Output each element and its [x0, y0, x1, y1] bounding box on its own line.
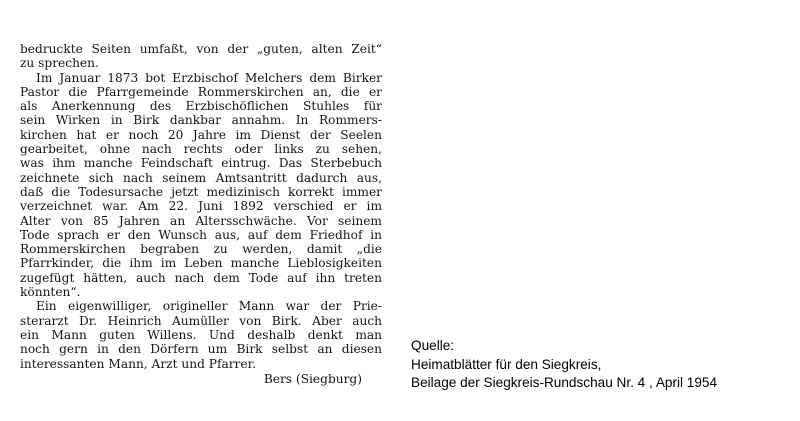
article-line: Ein eigenwilliger, origineller Mann war der Prie-: [36, 299, 382, 314]
source-label: Quelle:: [411, 338, 455, 353]
article-line: Im Januar 1873 bot Erzbischof Melchers dem Birker: [36, 70, 382, 85]
article-line: sterarzt Dr. Heinrich Aumüller von Birk. Aber auch: [20, 313, 382, 328]
article-line: Pastor die Pfarrgemeinde Rommerskirchen an, die er: [20, 84, 382, 99]
article-line: interessanten Mann, Arzt und Pfarrer.: [20, 356, 256, 371]
article-line: zu sprechen.: [20, 56, 99, 71]
article-line: noch gern in den Dörfern um Birk selbst an diesen: [20, 342, 382, 357]
source-publication: Heimatblätter für den Siegkreis,: [411, 356, 602, 372]
article-line: ein Mann guten Willens. Und deshalb denkt man: [20, 327, 382, 342]
article-line: Tode sprach er den Wunsch aus, auf dem Friedhof in: [20, 227, 382, 242]
article-line: was ihm manche Feindschaft eintrug. Das Sterbebuch: [20, 156, 382, 171]
article-line: könnten“.: [20, 285, 81, 300]
article-line: kirchen hat er noch 20 Jahre im Dienst der Seelen: [20, 127, 382, 142]
article-line: sein Wirken in Birk dankbar annahm. In Rommers-: [20, 113, 382, 128]
article-line: bedruckte Seiten umfaßt, von der „guten, alten Zeit“: [20, 42, 382, 56]
article-line: zugefügt hätten, auch nach dem Tode auf ihn treten: [20, 270, 382, 285]
article-line: zeichnete sich nach seinem Amtsantritt dadurch aus,: [20, 170, 382, 185]
article-line: Rommerskirchen begraben zu werden, damit „die: [20, 242, 382, 257]
article-line: Pfarrkinder, die ihm im Leben manche Lieblosigkeiten: [20, 256, 382, 271]
article-line: als Anerkennung des Erzbischöflichen Stuhles für: [20, 99, 382, 114]
article-line: Alter von 85 Jahren an Altersschwäche. Vor seinem: [20, 213, 382, 228]
source-supplement: Beilage der Siegkreis-Rundschau Nr. 4 , April 1954: [411, 375, 718, 390]
article-line: daß die Todesursache jetzt medizinisch korrekt immer: [20, 184, 382, 199]
article-text: [20, 42, 382, 371]
article-line: gearbeitet, ohne nach rechts oder links zu sehen,: [20, 142, 382, 157]
article-line: verzeichnet war. Am 22. Juni 1892 verschied er im: [20, 199, 382, 214]
author-signature: Bers (Siegburg): [263, 371, 362, 386]
source-citation: [411, 337, 717, 393]
newspaper-clipping: [20, 42, 382, 386]
